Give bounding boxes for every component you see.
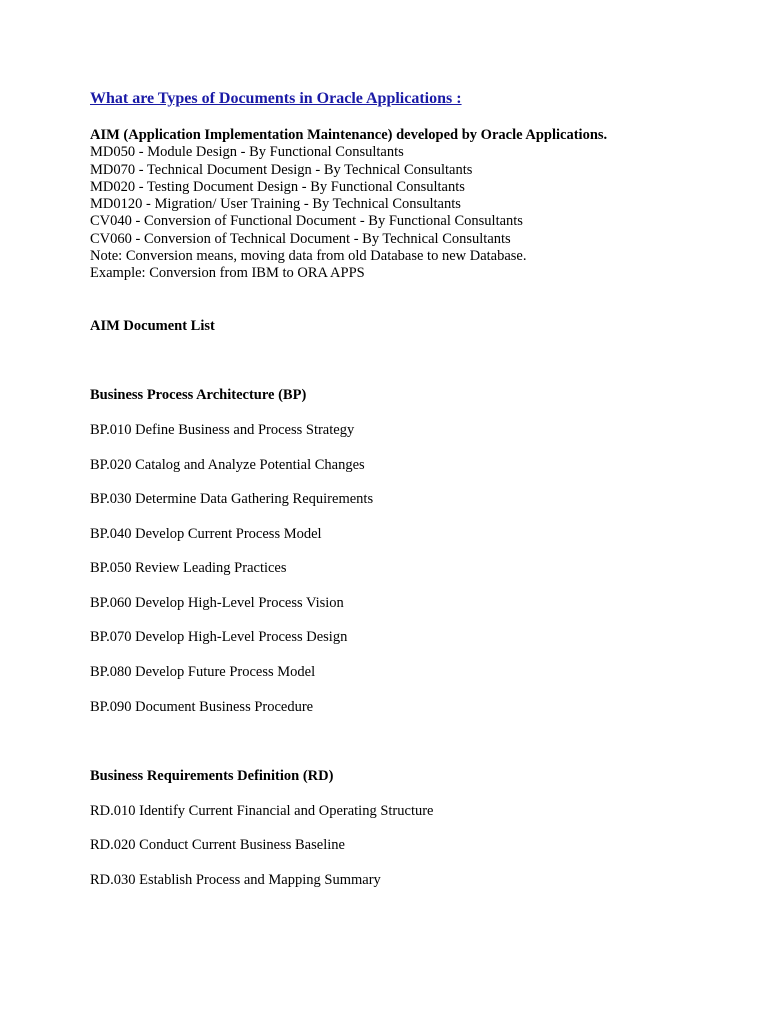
intro-note: Note: Conversion means, moving data from old Database to new Database. (90, 248, 527, 265)
intro-line-md050: MD050 - Module Design - By Functional Consultants (90, 144, 404, 161)
list-item-bp030: BP.030 Determine Data Gathering Requirements (90, 491, 374, 507)
aim-intro-title: AIM (Application Implementation Maintenance) developed by Oracle Applications. (90, 127, 608, 143)
rd-section-title: Business Requirements Definition (RD) (90, 768, 334, 784)
intro-example: Example: Conversion from IBM to ORA APPS (90, 265, 365, 282)
list-item-bp020: BP.020 Catalog and Analyze Potential Changes (90, 457, 365, 473)
list-item-bp090: BP.090 Document Business Procedure (90, 699, 314, 715)
aim-intro (90, 127, 607, 283)
list-item-bp080: BP.080 Develop Future Process Model (90, 664, 316, 680)
bp-section-title: Business Process Architecture (BP) (90, 387, 307, 403)
list-item-bp010: BP.010 Define Business and Process Strategy (90, 422, 355, 438)
document-heading: What are Types of Documents in Oracle Applications : (90, 90, 462, 107)
list-item-rd010: RD.010 Identify Current Financial and Operating Structure (90, 803, 434, 819)
list-item-bp070: BP.070 Develop High-Level Process Design (90, 629, 348, 645)
list-item-bp040: BP.040 Develop Current Process Model (90, 526, 322, 542)
intro-line-md070: MD070 - Technical Document Design - By Technical Consultants (90, 161, 473, 178)
intro-line-md0120: MD0120 - Migration/ User Training - By Technical Consultants (90, 196, 461, 213)
intro-line-cv040: CV040 - Conversion of Functional Document - By Functional Consultants (90, 213, 523, 230)
intro-line-md020: MD020 - Testing Document Design - By Functional Consultants (90, 178, 465, 195)
aim-document-list-title: AIM Document List (90, 318, 215, 334)
list-item-rd030: RD.030 Establish Process and Mapping Summary (90, 872, 381, 888)
list-item-bp060: BP.060 Develop High-Level Process Vision (90, 595, 344, 611)
list-item-bp050: BP.050 Review Leading Practices (90, 560, 287, 576)
list-item-rd020: RD.020 Conduct Current Business Baseline (90, 837, 345, 853)
intro-line-cv060: CV060 - Conversion of Technical Document - By Technical Consultants (90, 230, 511, 247)
